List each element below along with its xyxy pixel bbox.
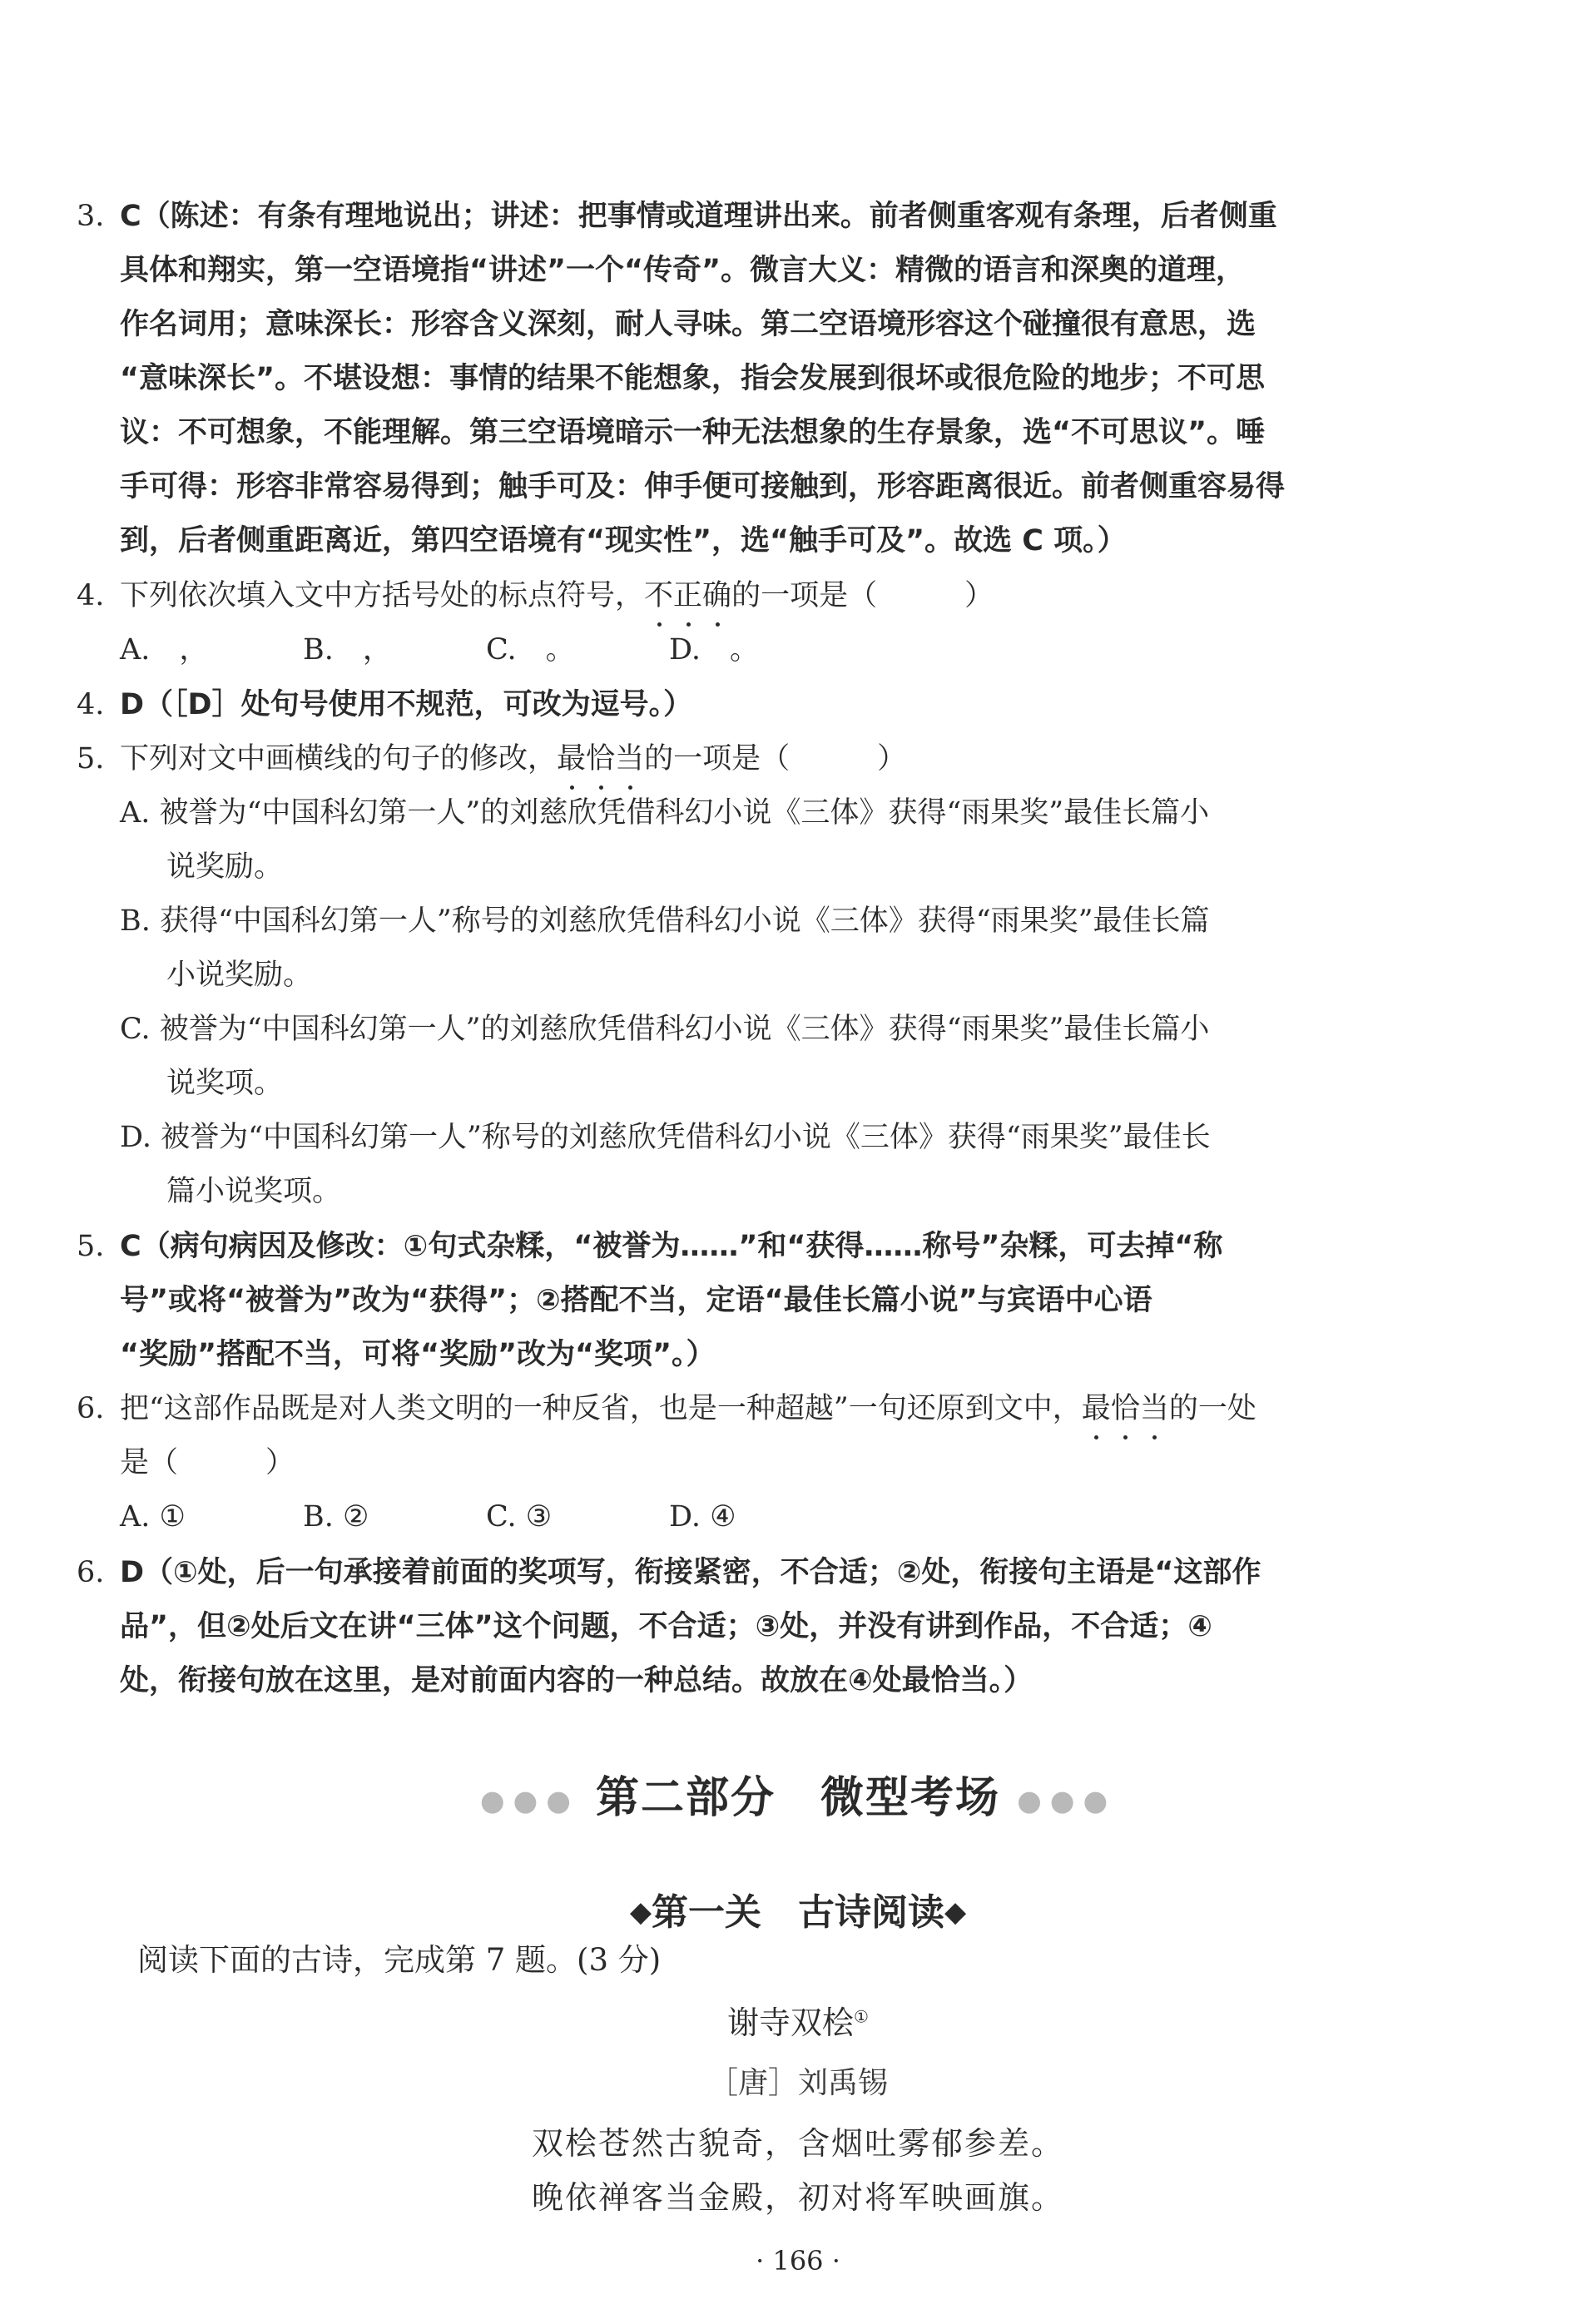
page-number: · 166 · (756, 2245, 840, 2277)
emphasis-char: 当 (1140, 1382, 1169, 1436)
question-stem-end: 的一项是（ ） (731, 579, 994, 612)
emphasis-char: 正 (673, 569, 702, 623)
option-a-cont: 说奖励。 (166, 850, 284, 884)
option-b: B. 获得“中国科幻第一人”称号的刘慈欣凭借科幻小说《三体》获得“雨果奖”最佳长篇 (120, 904, 1210, 938)
option-b: B. ， (303, 633, 392, 666)
emphasis-char: 恰 (586, 732, 615, 786)
question-stem: 把“这部作品既是对人类文明的一种反省，也是一种超越”一句还原到文中， (120, 1392, 1082, 1425)
answer-line: “奖励”搭配不当，可将“奖励”改为“奖项”。） (120, 1338, 716, 1371)
answer-line: “意味深长”。不堪设想：事情的结果不能想象，指会发展到很坏或很危险的地步；不可思 (120, 362, 1266, 395)
answer-line: C（病句病因及修改：①句式杂糅，“被誉为……”和“获得……称号”杂糅，可去掉“称 (120, 1230, 1223, 1263)
option-d: D. 。 (669, 633, 759, 666)
option-c: C. ③ (486, 1500, 553, 1534)
diamond-icon: ◆ (944, 1895, 967, 1929)
question-stem-end: 的一项是（ ） (644, 742, 907, 775)
question-stem: 下列依次填入文中方括号处的标点符号， (120, 579, 645, 612)
option-a: A. ① (120, 1500, 186, 1534)
answer-line: 手可得：形容非常容易得到；触手可及：伸手便可接触到，形容距离很近。前者侧重容易得 (120, 470, 1286, 503)
answer-number: 5. (77, 1230, 105, 1263)
answer-line: 到，后者侧重距离近，第四空语境有“现实性”，选“触手可及”。故选 C 项。） (120, 524, 1127, 557)
footnote-marker: ① (854, 2006, 869, 2027)
answer-4 (77, 678, 1475, 732)
question-stem-cont: 是（ ） (120, 1446, 295, 1479)
poem-title (0, 1997, 1596, 2043)
section-heading (0, 1762, 1596, 1825)
emphasis-char: 当 (615, 732, 644, 786)
emphasis-char: 最 (557, 732, 586, 786)
answer-3 (77, 190, 1475, 568)
answer-line: 处，衔接句放在这里，是对前面内容的一种总结。故放在④处最恰当。） (120, 1664, 1033, 1697)
answer-line: 作名词用；意味深长：形容含义深刻，耐人寻味。第二空语境形容这个碰撞很有意思，选 (120, 308, 1256, 341)
poem-line: 双桧苍然古貌奇，含烟吐雾郁参差。 (531, 2125, 1064, 2162)
question-6 (77, 1382, 1475, 1544)
poem-author: ［唐］刘禹锡 (707, 2066, 888, 2100)
option-a: A. ， (120, 633, 209, 666)
emphasis-char: 确 (702, 569, 731, 623)
option-c: C. 。 (486, 633, 575, 666)
section-title: 第二部分 微型考场 (595, 1772, 1000, 1823)
answer-line: 号”或将“被誉为”改为“获得”；②搭配不当，定语“最佳长篇小说”与宾语中心语 (120, 1284, 1152, 1317)
question-stem: 下列对文中画横线的句子的修改， (120, 742, 558, 775)
answer-text: D（［D］处句号使用不规范，可改为逗号。） (120, 688, 693, 721)
emphasis-char: 恰 (1111, 1382, 1140, 1436)
poem-line: 晚依禅客当金殿，初对将军映画旗。 (531, 2179, 1064, 2216)
poem-title-text: 谢寺双桧 (727, 2004, 855, 2041)
dots-decoration-right: ●●● (1017, 1784, 1117, 1818)
question-number: 6. (77, 1392, 105, 1425)
question-number: 5. (77, 742, 105, 775)
answer-number: 3. (77, 200, 105, 233)
option-d-cont: 篇小说奖项。 (166, 1175, 342, 1208)
answer-line: C（陈述：有条有理地说出；讲述：把事情或道理讲出来。前者侧重客观有条理，后者侧重 (120, 200, 1277, 233)
answer-line: 品”，但②处后文在讲“三体”这个问题，不合适；③处，并没有讲到作品，不合适；④ (120, 1610, 1212, 1643)
question-4 (77, 569, 1475, 677)
subsection-heading (0, 1882, 1596, 1935)
option-d: D. 被誉为“中国科幻第一人”称号的刘慈欣凭借科幻小说《三体》获得“雨果奖”最佳长 (120, 1121, 1211, 1154)
dots-decoration-left: ●●● (479, 1784, 579, 1818)
diamond-icon: ◆ (629, 1895, 652, 1929)
answer-line: D（①处，后一句承接着前面的奖项写，衔接紧密，不合适；②处，衔接句主语是“这部作 (120, 1556, 1261, 1589)
answer-6 (77, 1546, 1475, 1708)
subsection-title: 第一关 古诗阅读 (652, 1891, 944, 1934)
option-a: A. 被誉为“中国科幻第一人”的刘慈欣凭借科幻小说《三体》获得“雨果奖”最佳长篇小 (120, 796, 1210, 830)
question-5 (77, 732, 1475, 1219)
option-c: C. 被誉为“中国科幻第一人”的刘慈欣凭借科幻小说《三体》获得“雨果奖”最佳长篇小 (120, 1013, 1210, 1046)
answer-number: 4. (77, 688, 105, 721)
answer-line: 议：不可想象，不能理解。第三空语境暗示一种无法想象的生存景象，选“不可思议”。唾 (120, 416, 1266, 449)
reading-instruction: 阅读下面的古诗，完成第 7 题。(3 分) (137, 1942, 662, 1978)
option-b-cont: 小说奖励。 (166, 959, 313, 992)
question-number: 4. (77, 579, 105, 612)
option-b: B. ② (303, 1500, 369, 1534)
emphasis-char: 最 (1082, 1382, 1111, 1436)
answer-line: 具体和翔实，第一空语境指“讲述”一个“传奇”。微言大义：精微的语言和深奥的道理， (120, 254, 1246, 287)
option-c-cont: 说奖项。 (166, 1067, 284, 1100)
option-d: D. ④ (669, 1500, 736, 1534)
emphasis-char: 不 (644, 569, 673, 623)
answer-number: 6. (77, 1556, 105, 1589)
answer-5 (77, 1220, 1475, 1382)
question-stem-end: 的一处 (1168, 1392, 1256, 1425)
